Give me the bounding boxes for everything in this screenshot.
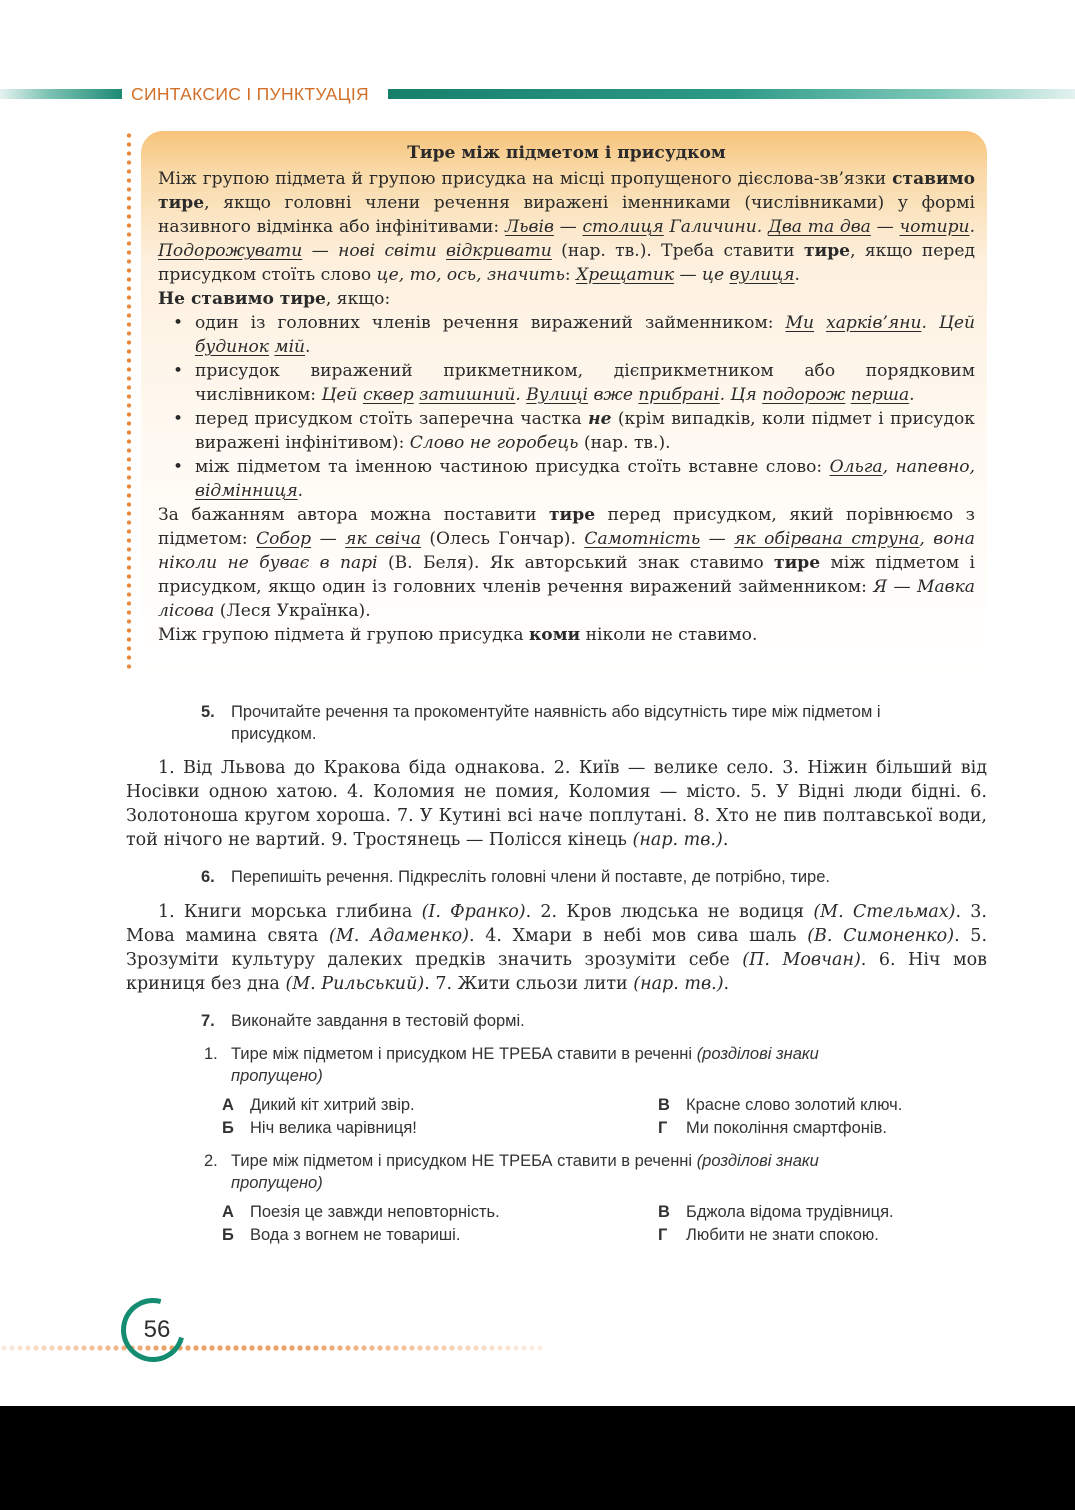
exercise-5-number: 5. xyxy=(201,703,215,721)
option-letter: А xyxy=(222,1203,234,1221)
exercise-6-text xyxy=(126,900,987,996)
option-letter: А xyxy=(222,1096,234,1114)
answer-option-v[interactable] xyxy=(658,1201,894,1223)
rule-title: Тире між підметом і присудком xyxy=(407,143,726,163)
answer-option-g[interactable] xyxy=(658,1117,887,1139)
option-letter: Г xyxy=(658,1119,668,1137)
option-text: Бджола відома трудівниця. xyxy=(686,1203,894,1221)
option-text: Вода з вогнем не товариші. xyxy=(250,1226,461,1244)
option-text: Дикий кіт хитрий звір. xyxy=(250,1096,415,1114)
rule-paragraph-3: За бажанням автора можна поставити тире перед присудком, який порівнюємо з підметом: Собор — як свіча (Олесь Гончар). Самотність — як обірвана струна, вона ніколи не буває в парі (В. Беля). Як авторський знак ставимо тире між підметом і присудком, якщо один із головних членів речення виражений займенником: Я — Мавка лісова (Леся Українка). xyxy=(158,505,976,621)
option-letter: Б xyxy=(222,1119,234,1137)
test-question-2 xyxy=(204,1150,904,1194)
margin-dots xyxy=(126,131,132,671)
question-number: 1. xyxy=(204,1045,218,1063)
exercise-7-number: 7. xyxy=(201,1012,215,1030)
rule-paragraph-2: Не ставимо тире, якщо: xyxy=(158,289,391,309)
rule-paragraph-1: Між групою підмета й групою присудка на місці пропущеного дієслова-зв’язки ставимо тире, якщо головні члени речення виражені іменниками (числівниками) у формі називного відмінка або інфінітивами: Львів — столиця Галичини. Два та два — чотири. Подорожувати — нові світи відкривати (нар. тв.). Треба ставити тире, якщо перед присудком стоїть слово це, то, ось, значить: Хрещатик — це вулиця. xyxy=(158,169,975,285)
page-number: 56 xyxy=(143,1316,171,1343)
option-text: Красне слово золотий ключ. xyxy=(686,1096,903,1114)
bottom-bar xyxy=(0,1406,1075,1510)
exercise-6-task xyxy=(201,866,924,888)
exercise-5-task xyxy=(201,701,924,745)
option-letter: В xyxy=(658,1096,670,1114)
answer-option-v[interactable] xyxy=(658,1094,902,1116)
question-note: (розділові знаки пропущено) xyxy=(231,1152,819,1192)
exercise-5-text xyxy=(126,756,987,852)
footer-dots xyxy=(0,1344,545,1352)
answer-option-b[interactable] xyxy=(222,1224,460,1246)
rule-bullet: • перед присудком стоїть заперечна частка не (крім випадків, коли підмет і присудок виражені інфінітивом): Слово не горобець (нар. тв.). xyxy=(195,407,975,455)
rule-box xyxy=(141,131,987,679)
answer-option-g[interactable] xyxy=(658,1224,879,1246)
exercise-6-instruction: Перепишіть речення. Підкресліть головні члени й поставте, де потрібно, тире. xyxy=(231,868,830,886)
rule-bullet: • один із головних членів речення виражений займенником: Ми харків’яни. Цей будинок мій. xyxy=(195,311,975,359)
option-text: Ніч велика чарівниця! xyxy=(250,1119,417,1137)
question-number: 2. xyxy=(204,1152,218,1170)
exercise-6-sentences: 1. Книги морська глибина (І. Франко). 2. Кров людська не водиця (М. Стельмах). 3. Мова мамина свята (М. Адаменко). 4. Хмари в небі мов сива шаль (В. Симоненко). 5. Зрозуміти культуру далеких предків значить зрозуміти себе (П. Мовчан). 6. Ніч мов криниця без дна (М. Рильський). 7. Жити сльози лити (нар. тв.). xyxy=(126,902,988,994)
rule-bullet: • між підметом та іменною частиною присудка стоїть вставне слово: Ольга, напевно, відмінниця. xyxy=(195,455,975,503)
rule-list xyxy=(158,311,975,503)
option-text: Ми покоління смартфонів. xyxy=(686,1119,887,1137)
exercise-7-task xyxy=(201,1010,924,1032)
exercise-5-sentences: 1. Від Львова до Кракова біда однакова. 2. Київ — велике село. 3. Ніжин більший від Носівки одною хатою. 4. Коломия не помия, Коломия — місто. 5. У Відні люди бідні. 6. Золотоноша кругом хороша. 7. У Кутині всі наче поплутані. 8. Хто не пив полтавської води, той нічого не вартий. 9. Тростянець — Полісся кінець (нар. тв.). xyxy=(126,758,987,850)
option-letter: Г xyxy=(658,1226,668,1244)
header-band-right xyxy=(388,89,1075,99)
rule-bullet: • присудок виражений прикметником, дієприкметником або порядковим числівником: Цей сквер затишний. Вулиці вже прибрані. Ця подорож перша. xyxy=(195,359,975,407)
option-letter: Б xyxy=(222,1226,234,1244)
exercise-6-number: 6. xyxy=(201,868,215,886)
exercise-7-instruction: Виконайте завдання в тестовій формі. xyxy=(231,1012,525,1030)
option-letter: В xyxy=(658,1203,670,1221)
rule-paragraph-4: Між групою підмета й групою присудка коми ніколи не ставимо. xyxy=(158,625,758,645)
answer-option-a[interactable] xyxy=(222,1094,415,1116)
question-text: Тире між підметом і присудком НЕ ТРЕБА ставити в реченні xyxy=(231,1152,697,1170)
answer-option-a[interactable] xyxy=(222,1201,500,1223)
question-text: Тире між підметом і присудком НЕ ТРЕБА ставити в реченні xyxy=(231,1045,697,1063)
section-title: СИНТАКСИС І ПУНКТУАЦІЯ xyxy=(131,84,369,104)
exercise-5-instruction: Прочитайте речення та прокоментуйте наявність або відсутність тире між підметом і присудком. xyxy=(231,703,881,743)
test-question-1 xyxy=(204,1043,904,1087)
question-note: (розділові знаки пропущено) xyxy=(231,1045,819,1085)
answer-option-b[interactable] xyxy=(222,1117,417,1139)
header-band-left xyxy=(0,89,122,99)
option-text: Любити не знати спокою. xyxy=(686,1226,879,1244)
option-text: Поезія це завжди неповторність. xyxy=(250,1203,500,1221)
